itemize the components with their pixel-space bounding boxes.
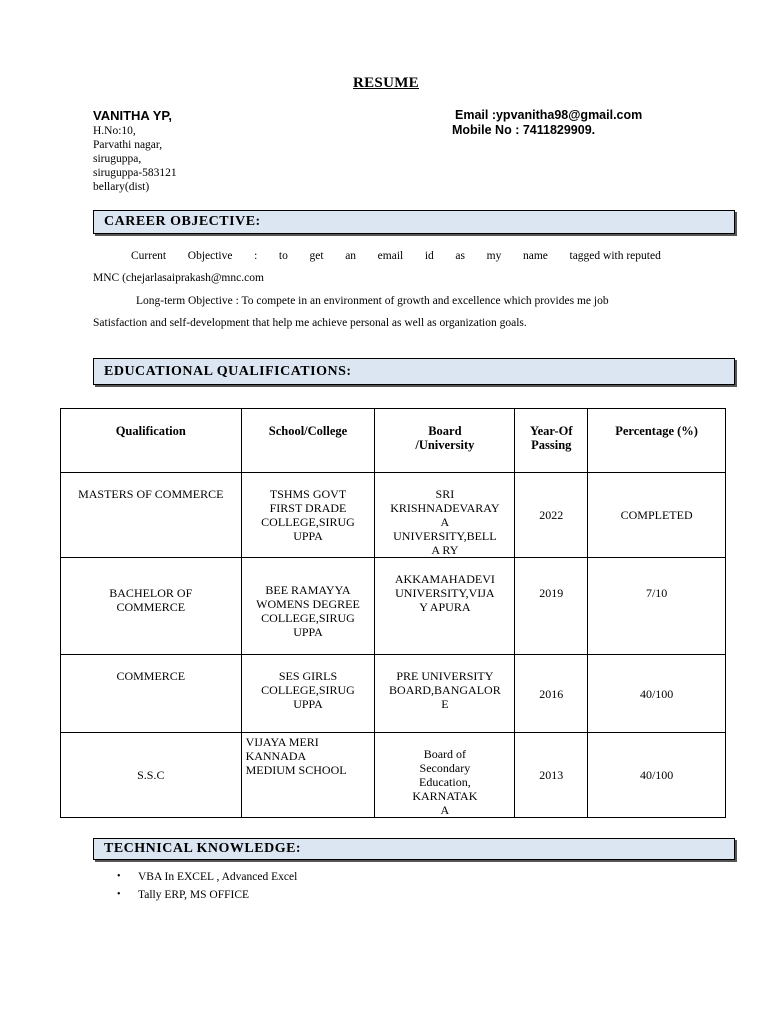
year-cell: 2022	[515, 473, 588, 558]
objective-word: Objective	[187, 250, 233, 262]
mobile-line: Mobile No : 7411829909.	[452, 123, 596, 137]
objective-word: id	[424, 250, 434, 262]
bullet-icon: •	[117, 889, 121, 900]
list-item	[117, 868, 297, 886]
school-cell: VIJAYA MERI KANNADA MEDIUM SCHOOL	[241, 733, 375, 818]
board-cell: AKKAMAHADEVI UNIVERSITY,VIJA Y APURA	[375, 558, 515, 655]
objective-word: email	[377, 250, 404, 262]
technical-skills-list	[117, 868, 297, 904]
board-cell: SRI KRISHNADEVARAY A UNIVERSITY,BELL A RY	[375, 473, 515, 558]
school-cell: SES GIRLS COLLEGE,SIRUG UPPA	[241, 655, 375, 733]
skill-text: VBA In EXCEL , Advanced Excel	[138, 871, 298, 883]
column-header-school: School/College	[241, 409, 375, 473]
percentage-cell: COMPLETED	[588, 473, 726, 558]
column-header-percentage: Percentage (%)	[588, 409, 726, 473]
technical-knowledge-heading: TECHNICAL KNOWLEDGE:	[93, 838, 735, 860]
qualification-cell: COMMERCE	[61, 655, 242, 733]
career-objective-heading: CAREER OBJECTIVE:	[93, 210, 735, 234]
longterm-objective-line-2: Satisfaction and self-development that help me achieve personal as well as organization goals.	[93, 317, 527, 329]
percentage-cell: 40/100	[588, 733, 726, 818]
year-cell: 2019	[515, 558, 588, 655]
percentage-cell: 7/10	[588, 558, 726, 655]
column-header-board: Board /University	[375, 409, 515, 473]
qualification-cell: BACHELOR OF COMMERCE	[61, 558, 242, 655]
objective-word: tagged with reputed	[569, 250, 661, 262]
objective-word: get	[309, 250, 324, 262]
objective-word: name	[522, 250, 548, 262]
objective-word: to	[278, 250, 288, 262]
objective-word: my	[486, 250, 502, 262]
year-cell: 2016	[515, 655, 588, 733]
table-row	[61, 558, 726, 655]
address-line: bellary(dist)	[93, 181, 150, 193]
objective-word: Current	[131, 250, 167, 262]
education-table	[60, 408, 726, 818]
school-cell: BEE RAMAYYA WOMENS DEGREE COLLEGE,SIRUG UPPA	[241, 558, 375, 655]
page-title: RESUME	[353, 75, 419, 91]
bullet-icon: •	[117, 871, 121, 882]
qualification-cell: MASTERS OF COMMERCE	[61, 473, 242, 558]
board-cell: PRE UNIVERSITY BOARD,BANGALOR E	[375, 655, 515, 733]
email-line: Email :ypvanitha98@gmail.com	[455, 108, 643, 122]
objective-word: as	[455, 250, 466, 262]
longterm-objective-line-1: Long-term Objective : To compete in an environment of growth and excellence which provides me job	[136, 295, 609, 307]
education-heading: EDUCATIONAL QUALIFICATIONS:	[93, 358, 735, 385]
qualification-cell: S.S.C	[61, 733, 242, 818]
address-line: H.No:10,	[93, 125, 136, 137]
list-item	[117, 886, 297, 904]
table-header-row	[61, 409, 726, 473]
current-objective-line	[131, 249, 661, 263]
address-line: Parvathi nagar,	[93, 139, 163, 151]
board-cell: Board of Secondary Education, KARNATAK A	[375, 733, 515, 818]
skill-text: Tally ERP, MS OFFICE	[138, 889, 250, 901]
address-line: siruguppa-583121	[93, 167, 177, 179]
table-row	[61, 655, 726, 733]
column-header-qualification: Qualification	[61, 409, 242, 473]
contact-block	[452, 108, 642, 138]
address-block	[93, 124, 177, 194]
current-objective-line-2: MNC (chejarlasaiprakash@mnc.com	[93, 272, 264, 284]
candidate-name: VANITHA YP,	[93, 108, 172, 123]
table-row	[61, 473, 726, 558]
address-line: siruguppa,	[93, 153, 142, 165]
objective-word: :	[254, 250, 258, 262]
table-row	[61, 733, 726, 818]
year-cell: 2013	[515, 733, 588, 818]
column-header-year: Year-Of Passing	[515, 409, 588, 473]
percentage-cell: 40/100	[588, 655, 726, 733]
school-cell: TSHMS GOVT FIRST DRADE COLLEGE,SIRUG UPPA	[241, 473, 375, 558]
objective-word: an	[345, 250, 357, 262]
